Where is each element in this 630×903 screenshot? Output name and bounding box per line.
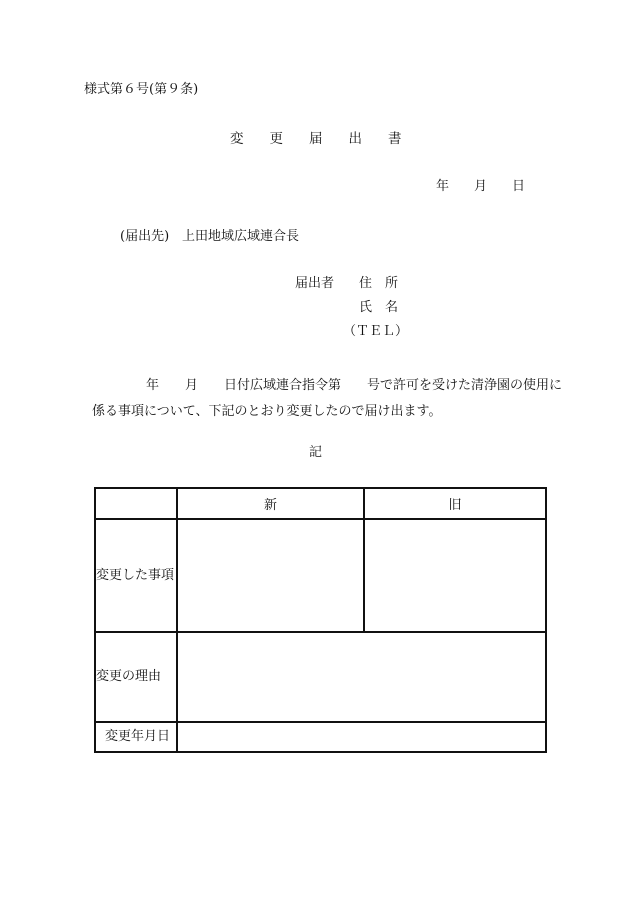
ki-heading: 記: [309, 445, 323, 460]
title-char: 出: [348, 131, 362, 147]
reason-label: 変更の理由: [95, 632, 177, 722]
changed-item-label: 変更した事項: [95, 519, 177, 632]
date-year: 年: [436, 179, 450, 194]
table-corner: [95, 488, 177, 519]
recipient-label: (届出先): [120, 229, 170, 244]
tel-label: （ＴＥＬ）: [343, 324, 409, 339]
address-label: 住 所: [359, 276, 399, 291]
recipient: [120, 230, 299, 243]
name-label: 氏 名: [359, 300, 399, 315]
changed-item-old-cell[interactable]: [364, 519, 546, 632]
title-char: 更: [269, 131, 283, 147]
body-line-1: 年 月 日付広域連合指令第 号で許可を受けた清浄園の使用に: [146, 378, 563, 393]
changed-item-new-cell[interactable]: [177, 519, 364, 632]
applicant-label: 届出者: [295, 276, 335, 291]
recipient-name: 上田地域広域連合長: [182, 229, 300, 244]
body-line-2: 係る事項について、下記のとおり変更したので届け出ます。: [92, 404, 442, 419]
date-month: 月: [474, 179, 488, 194]
col-new-header: 新: [177, 488, 364, 519]
applicant-block: [295, 277, 415, 337]
title-char: 書: [388, 131, 402, 147]
date-day: 日: [512, 179, 526, 194]
change-date-cell[interactable]: [177, 722, 546, 752]
document-title: [230, 133, 402, 147]
date-line: [0, 180, 630, 194]
title-char: 変: [230, 131, 244, 147]
reason-cell[interactable]: [177, 632, 546, 722]
change-table: [94, 487, 547, 753]
body-text: [92, 373, 562, 425]
title-char: 届: [309, 131, 323, 147]
change-date-label: 変更年月日: [95, 722, 177, 752]
col-old-header: 旧: [364, 488, 546, 519]
form-number: 様式第６号(第９条): [84, 82, 199, 97]
